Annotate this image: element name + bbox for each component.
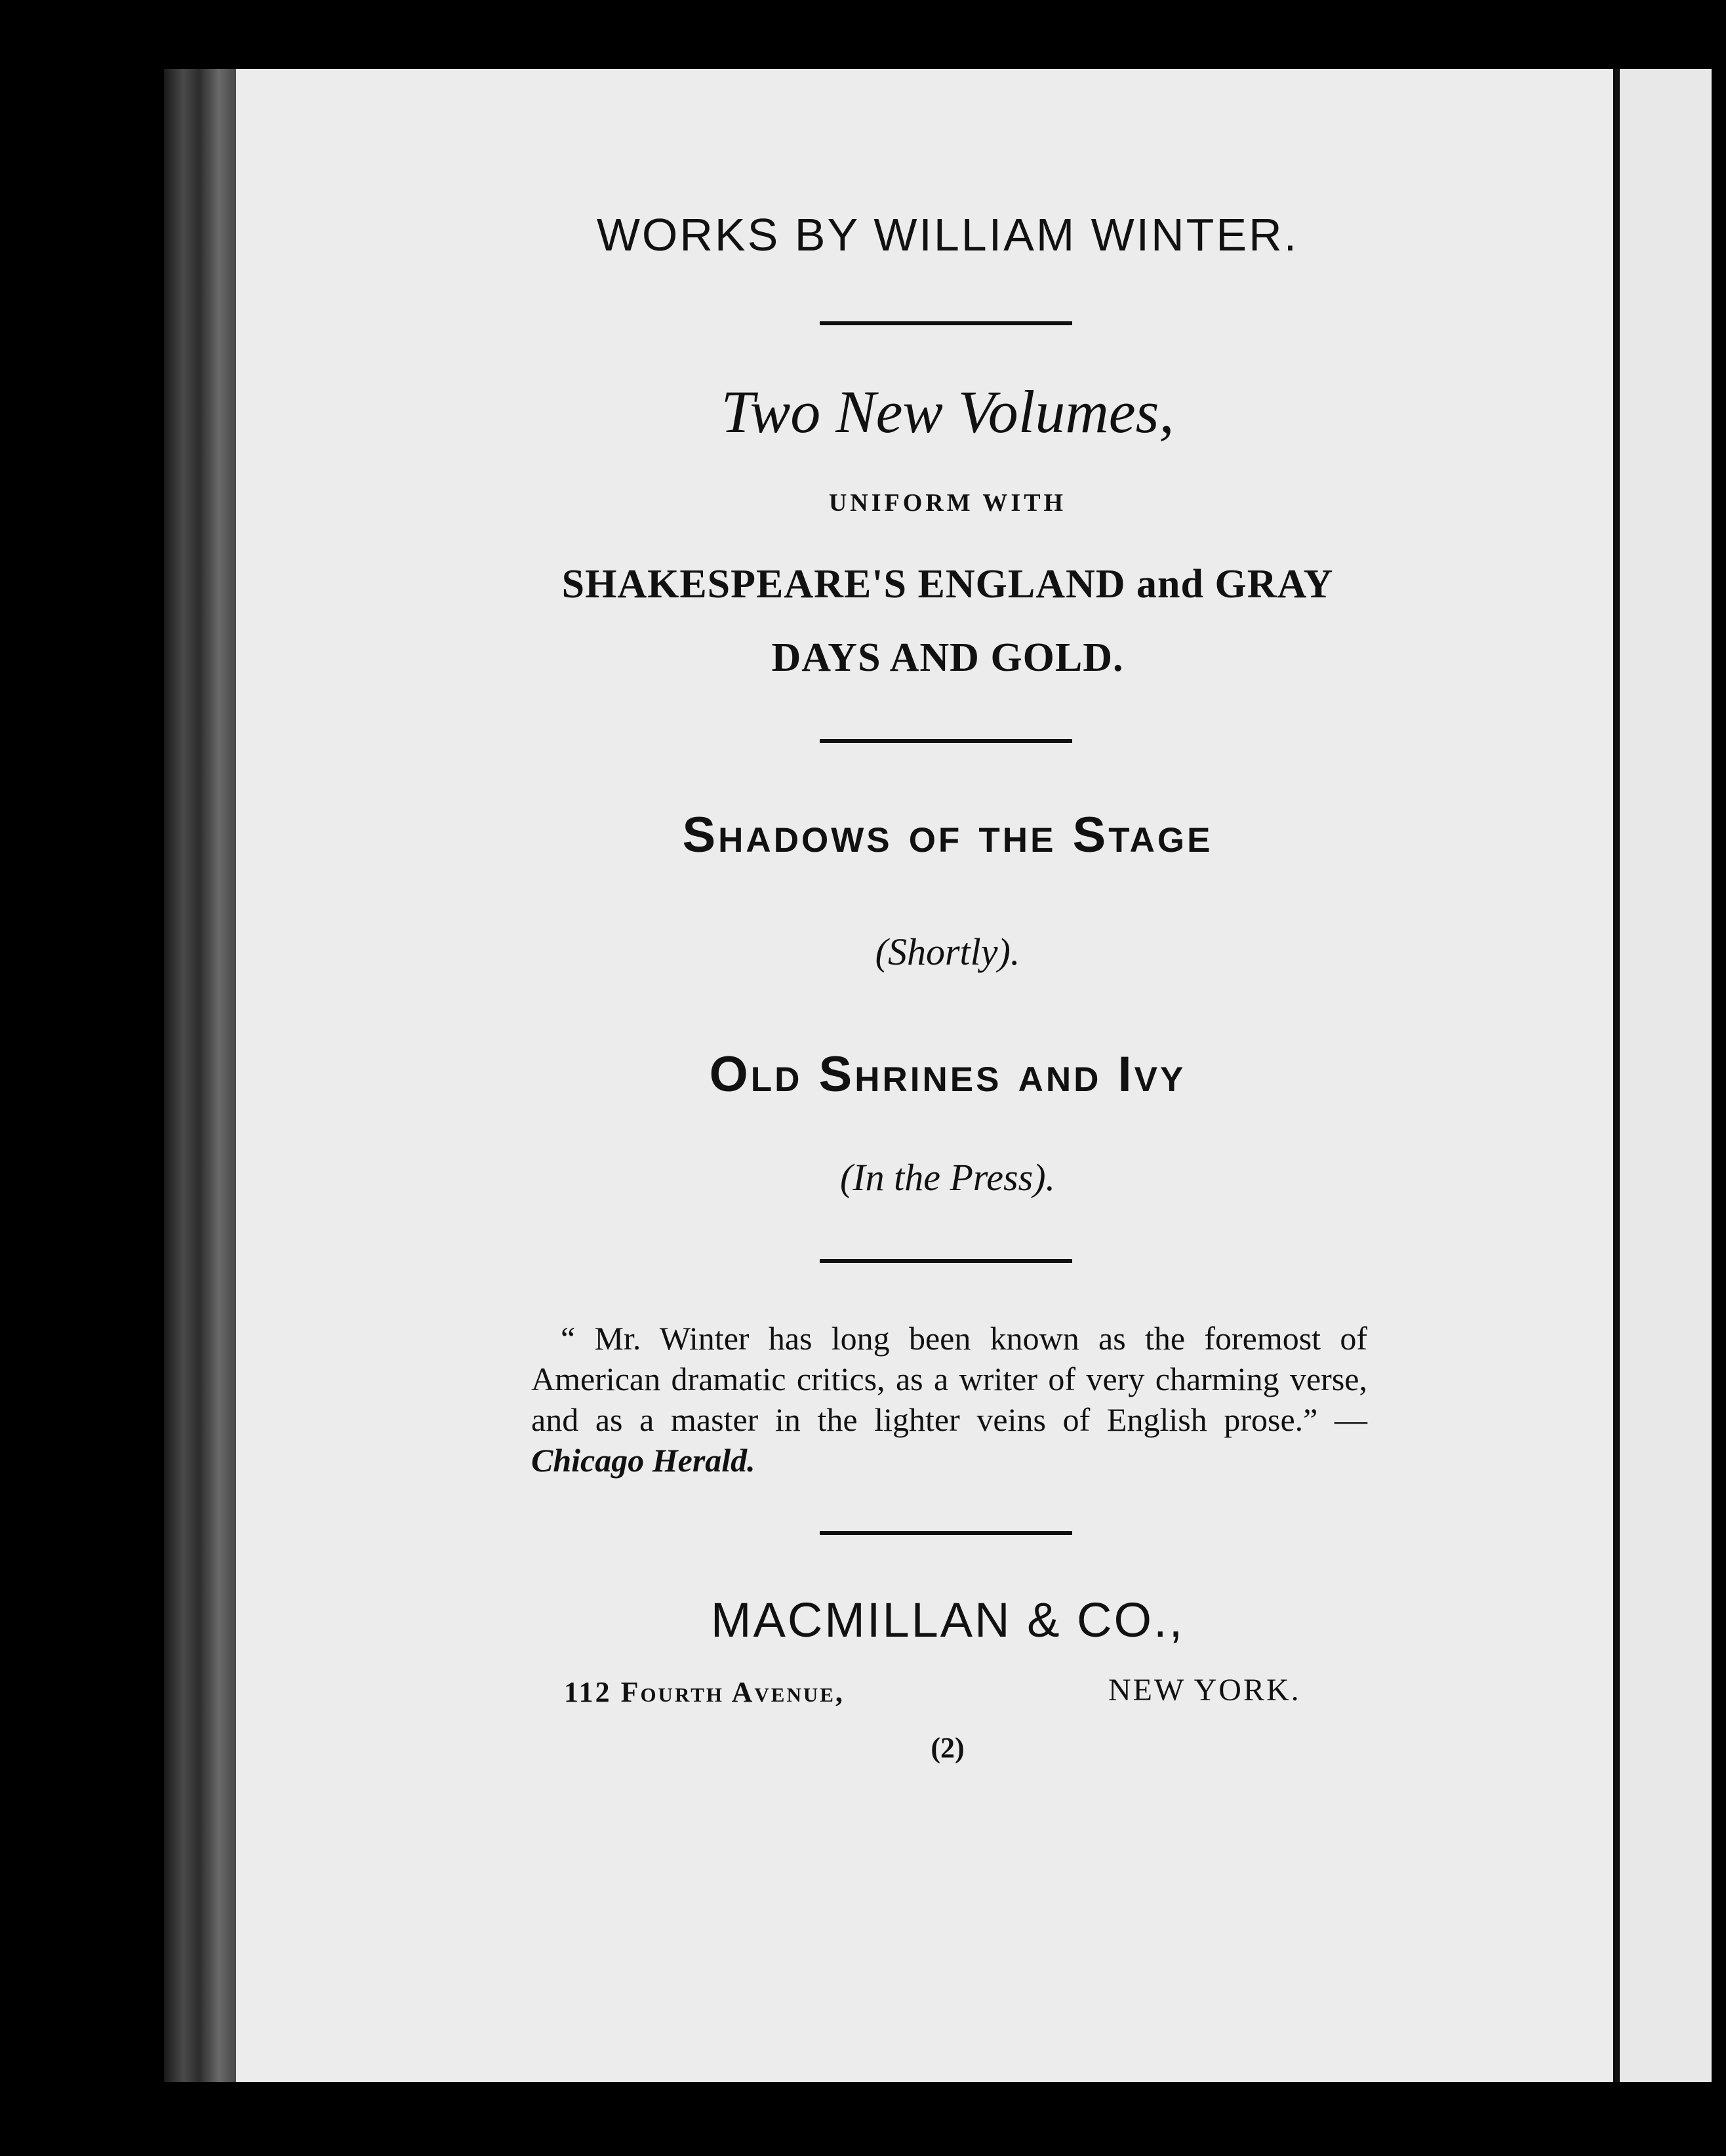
review-quote <box>531 1318 1367 1481</box>
page-number: (2) <box>931 1732 965 1764</box>
book-status: (Shortly). <box>875 930 1020 973</box>
divider-rule <box>820 1259 1072 1263</box>
publisher-address: 112 Fourth Avenue, <box>564 1676 845 1708</box>
book-status: (In the Press). <box>839 1156 1056 1199</box>
review-source: Chicago Herald. <box>531 1442 755 1479</box>
book-title: Old Shrines and Ivy <box>709 1047 1186 1102</box>
announcement-subtitle: Two New Volumes, <box>721 378 1174 445</box>
divider-rule <box>820 321 1072 325</box>
page-fold <box>1615 69 1620 2082</box>
book-spine-edge <box>164 69 243 2082</box>
book-title: Shadows of the Stage <box>682 807 1213 863</box>
publisher-name: MACMILLAN & CO., <box>710 1593 1185 1647</box>
review-text: “ Mr. Winter has long been known as the foremost of American dramatic critics, as a writer of very charming verse, and as a master in the lighter veins of English prose.” — <box>531 1320 1367 1438</box>
page-title: WORKS BY WILLIAM WINTER. <box>596 209 1299 260</box>
divider-rule <box>820 739 1072 743</box>
publisher-city: NEW YORK. <box>1108 1673 1301 1707</box>
uniform-with-label: UNIFORM WITH <box>828 489 1067 517</box>
facing-page-edge <box>1620 69 1712 2082</box>
uniform-works-list: SHAKESPEARE'S ENGLAND and GRAY DAYS AND GOLD. <box>561 562 1334 680</box>
divider-rule <box>820 1531 1072 1535</box>
